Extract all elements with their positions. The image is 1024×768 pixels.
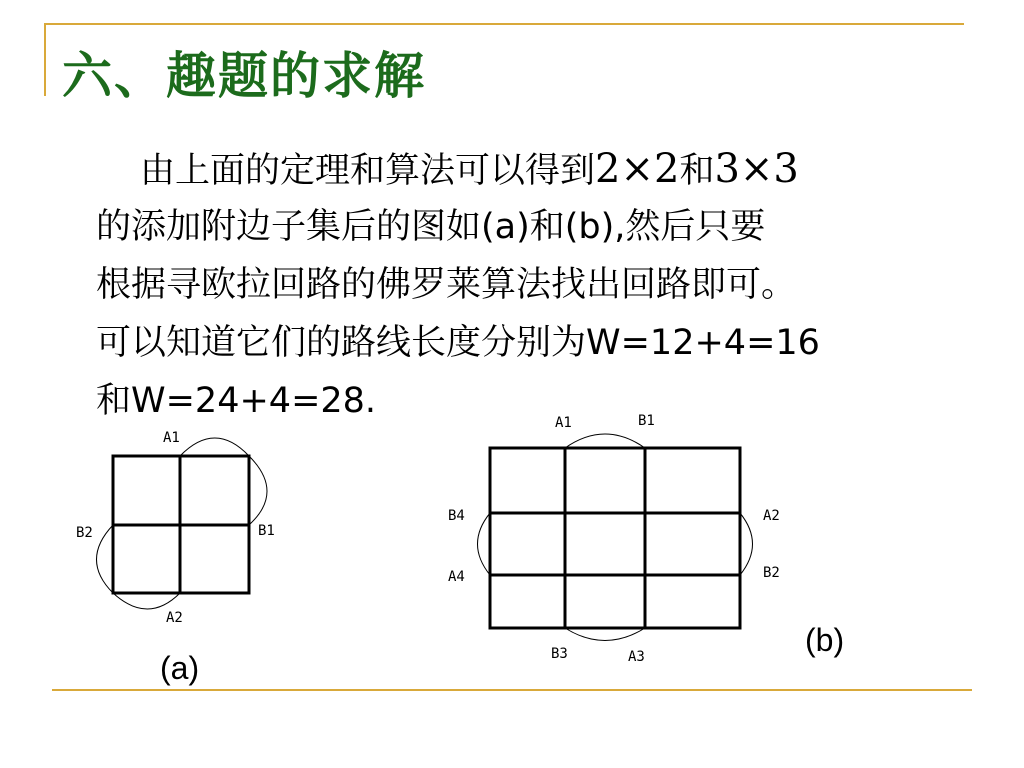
math-3x3: 3×3 <box>714 146 799 192</box>
figure-b-label-a1: A1 <box>555 415 572 431</box>
paragraph-line-4: 可以知道它们的路线长度分别为W=12+4=16 <box>96 323 820 363</box>
figure-b-label-b1: B1 <box>638 413 655 429</box>
math-2x2: 2×2 <box>595 146 680 192</box>
paragraph-line-3: 根据寻欧拉回路的佛罗莱算法找出回路即可。 <box>96 265 797 305</box>
figure-b-label-b4: B4 <box>448 508 465 524</box>
bottom-divider-line <box>52 689 972 691</box>
figure-b-grid <box>490 448 740 628</box>
slide-title: 六、趣题的求解 <box>62 46 426 105</box>
figure-a-grid <box>113 456 249 593</box>
top-divider-line <box>44 23 964 25</box>
line1-prefix: 由上面的定理和算法可以得到 <box>140 151 596 191</box>
left-accent-line <box>44 23 46 96</box>
figure-b-label-b3: B3 <box>551 646 568 662</box>
figure-b-label-a2: A2 <box>763 508 780 524</box>
figure-a-diagram <box>60 420 320 630</box>
figure-a-label-a2: A2 <box>166 610 183 626</box>
figure-a-label-a1: A1 <box>163 430 180 446</box>
figure-a-caption: (a) <box>160 650 200 686</box>
figure-b-label-a4: A4 <box>448 569 465 585</box>
paragraph-line-2: 的添加附边子集后的图如(a)和(b),然后只要 <box>96 207 766 247</box>
figure-b-label-a3: A3 <box>628 649 645 665</box>
line1-mid: 和 <box>679 151 715 191</box>
paragraph-line-5: 和W=24+4=28. <box>96 381 377 421</box>
paragraph-line-1 <box>96 140 996 198</box>
figure-a-label-b1: B1 <box>258 523 275 539</box>
figure-b-added-edges <box>478 434 753 641</box>
body-paragraph <box>96 140 996 430</box>
figure-b-label-b2: B2 <box>763 565 780 581</box>
figure-a-label-b2: B2 <box>76 525 93 541</box>
figure-b-caption: (b) <box>805 622 845 658</box>
figure-b-diagram <box>440 405 810 670</box>
